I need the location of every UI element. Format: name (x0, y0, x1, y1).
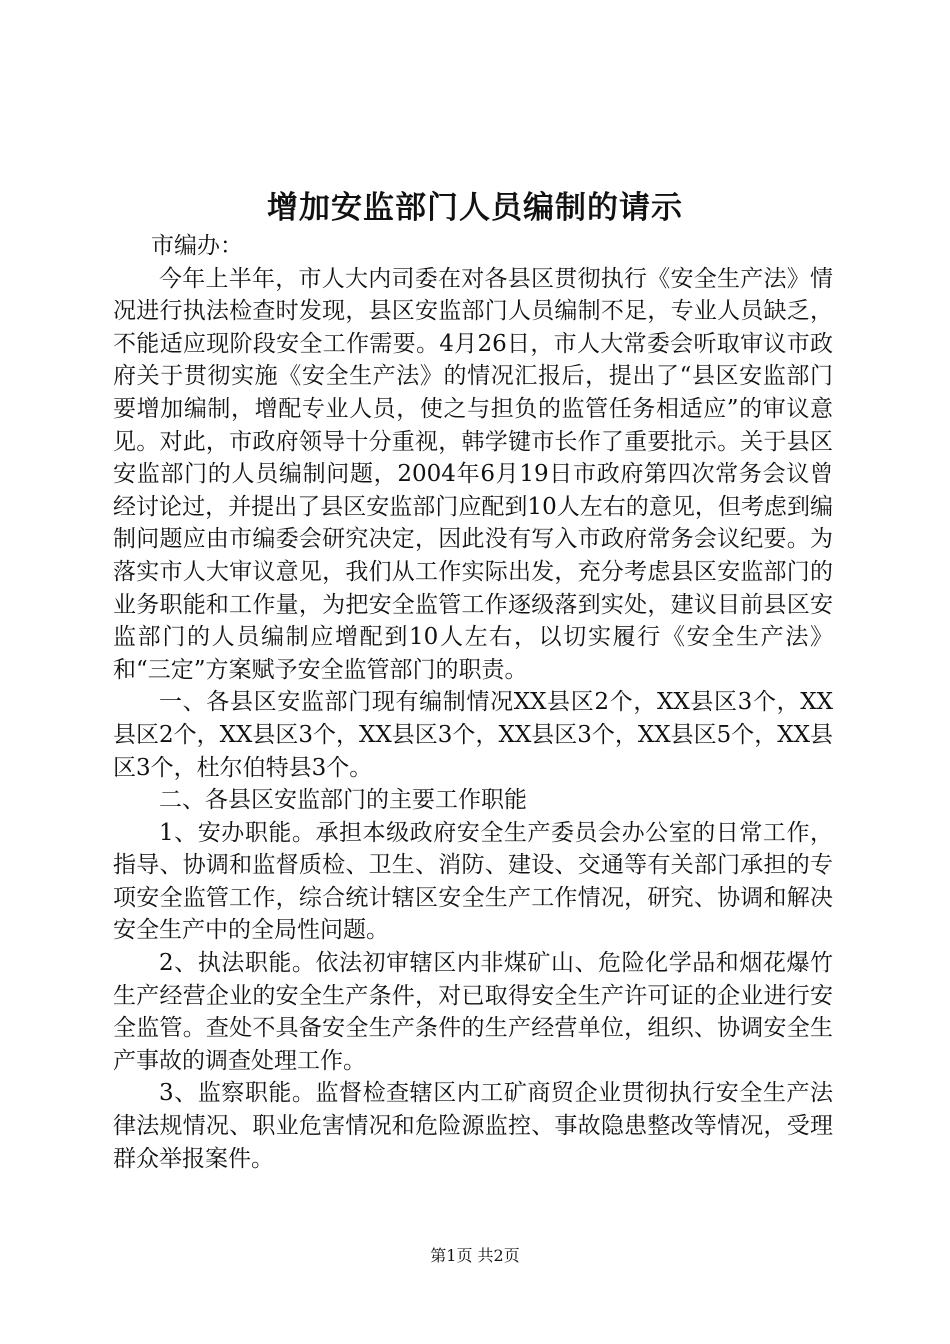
paragraph-duty-2: 2、执法职能。依法初审辖区内非煤矿山、危险化学品和烟花爆竹生产经营企业的安全生产条件，对已取得安全生产许可证的企业进行安全监管。查处不具备安全生产条件的生产经营单位，组织、协调安全生产事故的调查处理工作。 (113, 950, 833, 1074)
salutation: 市编办： (151, 233, 243, 259)
paragraph-duty-1: 1、安办职能。承担本级政府安全生产委员会办公室的日常工作，指导、协调和监督质检、卫生、消防、建设、交通等有关部门承担的专项安全监管工作，综合统计辖区安全生产工作情况，研究、协调和解决安全生产中的全局性问题。 (113, 819, 833, 944)
paragraph-intro: 今年上半年，市人大内司委在对各县区贯彻执行《安全生产法》情况进行执法检查时发现，县区安监部门人员编制不足，专业人员缺乏，不能适应现阶段安全工作需要。4月26日，市人大常委会听取审议市政府关于贯彻实施《安全生产法》的情况汇报后，提出了“县区安监部门要增加编制，增配专业人员，使之与担负的监管任务相适应”的审议意见。对此，市政府领导十分重视，韩学键市长作了重要批示。关于县区安监部门的人员编制问题，2004年6月19日市政府第四次常务会议曾经讨论过，并提出了县区安监部门应配到10人左右的意见，但考虑到编制问题应由市编委会研究决定，因此没有写入市政府常务会议纪要。为落实市人大审议意见，我们从工作实际出发，充分考虑县区安监部门的业务职能和工作量，为把安全监管工作逐级落到实处，建议目前县区安监部门的人员编制应增配到10人左右，以切实履行《安全生产法》和“三定”方案赋予安全监管部门的职责。 (113, 265, 833, 683)
document-body (113, 230, 833, 1175)
paragraph-section-1: 一、各县区安监部门现有编制情况XX县区2个，XX县区3个，XX县区2个，XX县区3个，XX县区3个，XX县区3个，XX县区5个，XX县区3个，杜尔伯特县3个。 (113, 689, 833, 781)
page-footer: 第1页 共2页 (430, 1246, 520, 1265)
paragraph-duty-3: 3、监察职能。监督检查辖区内工矿商贸企业贯彻执行安全生产法律法规情况、职业危害情况和危险源监控、事故隐患整改等情况，受理群众举报案件。 (113, 1080, 833, 1172)
document-title: 增加安监部门人员编制的请示 (267, 190, 683, 226)
paragraph-section-2-heading: 二、各县区安监部门的主要工作职能 (159, 787, 527, 814)
